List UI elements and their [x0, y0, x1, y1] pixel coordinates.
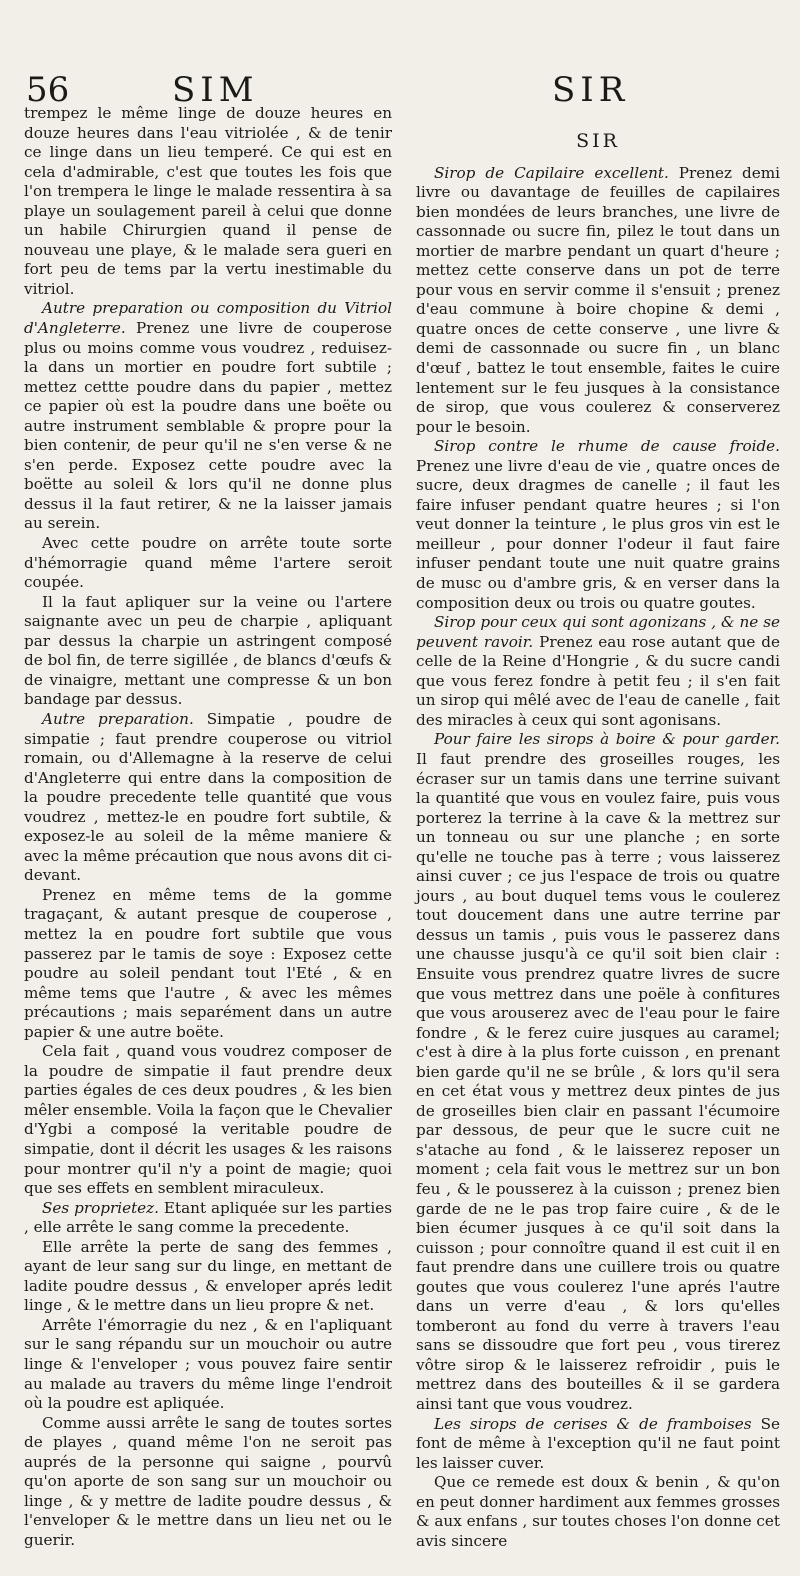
paragraph: trempez le même linge de douze heures en douze heures dans l'eau vitriolée , & de tenir ce linge dans un lieu temperé. Ce qui est en cela d'admirable, c'est que toutes les fois que l'on trempera le linge le malade ressentira à sa playe un soulagement pareil à celui que donne un habile Chirurgien quand il pense de nouveau une playe, & le malade sera gueri en fort peu de tems par la vertu inestimable du vitriol. [24, 104, 392, 298]
paragraph-text: Prenez demi livre ou davantage de feuilles de capilaires bien mondées de leurs branches, une livre de cassonnade ou sucre fin, pilez le tout dans un mortier de marbre pendant un quart d'heure ; mettez cette conserve dans un pot de terre pour vous en servir comme il s'ensuit ; prenez d'eau commune à boire chopine & demi , quatre onces de cette conserve , une livre & demi de cassonnade ou sucre fin , un blanc d'œuf , battez le tout ensemble, faites le cuire lentement sur le feu jusques à la consistance de sirop, que vous coulerez & conserverez pour le besoin. [416, 163, 780, 436]
paragraph-text: Prenez une livre d'eau de vie , quatre onces de sucre, deux dragmes de canelle ; il faut les faire infuser pendant quatre heures ; si l'on veut donner la teinture , le plus gros vin est le meilleur , pour donner l'odeur il faut faire infuser pendant toute une nuit quatre grains de musc ou d'ambre gris, & en verser dans la composition deux ou trois ou quatre goutes. [416, 456, 780, 612]
paragraph [416, 730, 780, 1414]
paragraph [416, 164, 780, 438]
paragraph [416, 1415, 780, 1474]
paragraph-text: Se font de même à l'exception qu'il ne faut point les laisser cuver. [416, 1414, 780, 1472]
paragraph [416, 613, 780, 730]
running-head-right: SIR [552, 70, 630, 110]
page-number: 56 [26, 70, 70, 110]
paragraph-text: Prenez eau rose autant que de celle de la Reine d'Hongrie , & du sucre candi que vous ferez fondre à petit feu ; il s'en fait un sirop qui mêlé avec de l'eau de canelle , fait des miracles à ceux qui sont agonisans. [416, 632, 781, 729]
paragraph: Prenez en même tems de la gomme tragaçant, & autant presque de couperose , mettez la en poudre fort subtile que vous passerez par le tamis de soye : Exposez cette poudre au soleil pendant tout l'Eté , & en même tems que l'autre , & avec les mêmes précautions ; mais separément dans un autre papier & une autre boëte. [24, 885, 392, 1041]
paragraph: Que ce remede est doux & benin , & qu'on en peut donner hardiment aux femmes grosses & aux enfans , sur toutes choses l'on donne cet avis sincere [416, 1473, 780, 1550]
section-heading: SIR [576, 130, 620, 152]
paragraph [416, 437, 780, 613]
section-title: Autre preparation. [42, 709, 194, 728]
paragraph-text: Prenez une livre de couperose plus ou moins comme vous voudrez , reduisez-la dans un mortier en poudre fort subtile ; mettez cettte poudre dans du papier , mettez ce papier où est la poudre dans une boëte ou autre instrument semblable & propre pour la bien contenir, de peur qu'il ne s'en verse & ne s'en perde. Exposez cette poudre avec la boëtte au soleil & lors qu'il ne donne plus dessus il la faut retirer, & ne la laisser jamais au serein. [24, 319, 392, 533]
paragraph: Il la faut apliquer sur la veine ou l'artere saignante avec un peu de charpie , apliquant par dessus la charpie un astringent composé de bol fin, de terre sigillée , de blancs d'œufs & de vinaigre, mettant une compresse & un bon bandage par dessus. [24, 592, 392, 709]
left-column [24, 104, 392, 1550]
section-title: Sirop contre le rhume de cause froide. [434, 437, 780, 456]
paragraph-text: Etant apliquée sur les parties , elle arrête le sang comme la precedente. [24, 1198, 392, 1237]
paragraph: Comme aussi arrête le sang de toutes sortes de playes , quand même l'on ne seroit pas auprés de la personne qui saigne , pourvû qu'on aporte de son sang sur un mouchoir ou linge , & y mettre de ladite poudre dessus , & l'enveloper & le mettre dans un lieu net ou le guerir. [24, 1413, 392, 1549]
section-title: Sirop pour ceux qui sont agonizans , & ne se peuvent ravoir. [416, 613, 780, 651]
paragraph-text: Simpatie , poudre de simpatie ; faut prendre couperose ou vitriol romain, ou d'Allemagne à la reserve de celui d'Angleterre qui entre dans la composition de la poudre precedente telle quantité que vous voudrez , mettez-le en poudre fort subtile, & exposez-le au soleil de la même maniere & avec la même précaution que nous avons dit ci-devant. [24, 709, 393, 885]
paragraph: Arrête l'émorragie du nez , & en l'apliquant sur le sang répandu sur un mouchoir ou autre linge & l'enveloper ; vous pouvez faire sentir au malade au travers du même linge l'endroit où la poudre est apliquée. [24, 1315, 392, 1413]
section-title: Sirop de Capilaire excellent. [434, 163, 669, 182]
right-column [416, 132, 780, 1551]
paragraph [24, 1199, 392, 1238]
paragraph [24, 299, 392, 534]
paragraph: Avec cette poudre on arrête toute sorte d'hémorragie quand même l'artere seroit coupée. [24, 534, 392, 592]
section-title: Ses proprietez. [42, 1198, 159, 1217]
running-head-left: SIM [172, 70, 259, 110]
section-title: Pour faire les sirops à boire & pour garder. [434, 730, 780, 749]
section-title: Autre preparation ou composition du Vitriol d'Angleterre. [24, 299, 392, 338]
paragraph-text: Il faut prendre des groseilles rouges, les écraser sur un tamis dans une terrine suivant la quantité que vous en voulez faire, puis vous porterez la terrine à la cave & la mettrez sur un tonneau ou sur une planche ; en sorte qu'elle ne touche pas à terre ; vous laisserez ainsi cuver ; ce jus l'espace de trois ou quatre jours , au bout duquel tems vous le coulerez tout doucement dans une autre terrine par dessus un tamis , puis vous le passerez dans une chausse jusqu'à ce qu'il soit bien clair : Ensuite vous prendrez quatre livres de sucre que vous mettrez dans une poële à confitures que vous arouserez avec de l'eau pour le faire fondre , & le ferez cuire jusques au caramel; c'est à dire à la plus forte cuisson , en prenant bien garde qu'il ne se brûle , & lors qu'il sera en cet état vous y mettrez deux pintes de jus de groseilles bien clair en passant l'écumoire par dessous, de peur que le sucre cuit ne s'atache au fond , & le laisserez reposer un moment ; cela fait vous le mettrez sur un bon feu , & le pousserez à la cuisson ; prenez bien garde de ne le pas trop faire cuire , & de le bien écumer jusques à ce qu'il soit dans la cuisson ; pour connoître quand il est cuit il en faut prendre dans une cuillere trois ou quatre goutes que vous coulerez l'une aprés l'autre dans un verre d'eau , & lors qu'elles tomberont au fond du verre à travers l'eau sans se dissoudre que fort peu , vous tirerez vôtre sirop & le laisserez refroidir , puis le mettrez dans des bouteilles & il se gardera ainsi tant que vous voudrez. [416, 749, 780, 1413]
section-title: Les sirops de cerises & de framboises [434, 1414, 752, 1433]
paragraph: Cela fait , quand vous voudrez composer de la poudre de simpatie il faut prendre deux parties égales de ces deux poudres , & les bien mêler ensemble. Voila la façon que le Chevalier d'Ygbi a composé la veritable poudre de simpatie, dont il décrit les usages & les raisons pour montrer qu'il n'y a point de magie; quoi que ses effets en semblent miraculeux. [24, 1042, 392, 1198]
paragraph: Elle arrête la perte de sang des femmes , ayant de leur sang sur du linge, en mettant de ladite poudre dessus , & enveloper aprés ledit linge , & le mettre dans un lieu propre & net. [24, 1237, 392, 1315]
paragraph [24, 710, 392, 886]
